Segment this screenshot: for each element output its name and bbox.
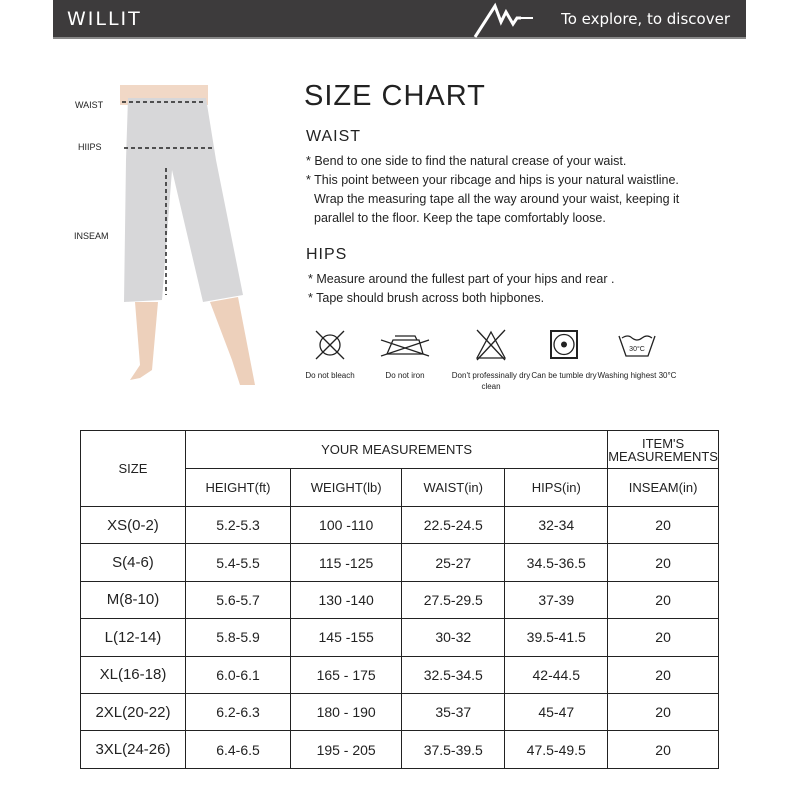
- size-cell: XL(16-18): [81, 656, 186, 693]
- your-measurements-header: YOUR MEASUREMENTS: [185, 431, 607, 469]
- tumble-dry-icon: [547, 328, 581, 362]
- column-header: WEIGHT(lb): [291, 469, 402, 507]
- table-cell: 20: [608, 731, 719, 768]
- text-line: * Bend to one side to find the natural crease of your waist.: [306, 154, 627, 168]
- table-cell: 32-34: [505, 507, 608, 544]
- table-cell: 22.5-24.5: [402, 507, 505, 544]
- brand-logo: WILLIT: [67, 8, 142, 30]
- waist-heading: WAIST: [306, 128, 362, 145]
- waist-instructions: [306, 152, 679, 228]
- text-line: * Measure around the fullest part of your hips and rear .: [308, 272, 615, 286]
- table-cell: 47.5-49.5: [505, 731, 608, 768]
- table-row: [81, 544, 719, 581]
- text-line: parallel to the floor. Keep the tape comfortably loose.: [314, 211, 606, 225]
- table-cell: 20: [608, 619, 719, 656]
- item-measurements-header: ITEM'S MEASUREMENTS: [608, 431, 719, 469]
- size-table: [80, 430, 719, 769]
- table-cell: 5.8-5.9: [185, 619, 290, 656]
- text-line: * This point between your ribcage and hips is your natural waistline.: [306, 173, 679, 187]
- size-cell: XS(0-2): [81, 507, 186, 544]
- table-cell: 180 - 190: [291, 693, 402, 730]
- table-cell: 27.5-29.5: [402, 581, 505, 618]
- wash-30-icon: [616, 328, 658, 362]
- hips-instructions: [308, 270, 614, 308]
- table-cell: 6.0-6.1: [185, 656, 290, 693]
- care-label: Washing highest 30°C: [597, 371, 677, 380]
- size-cell: L(12-14): [81, 619, 186, 656]
- table-cell: 35-37: [402, 693, 505, 730]
- table-cell: 6.2-6.3: [185, 693, 290, 730]
- table-cell: 5.4-5.5: [185, 544, 290, 581]
- table-cell: 20: [608, 693, 719, 730]
- size-cell: S(4-6): [81, 544, 186, 581]
- table-cell: 34.5-36.5: [505, 544, 608, 581]
- pants-model-figure: [60, 80, 290, 400]
- care-wash-30: [592, 328, 682, 381]
- wash-temp: 30°C: [629, 346, 645, 353]
- no-dry-clean-icon: [474, 328, 508, 362]
- no-bleach-icon: [313, 328, 347, 362]
- slogan: To explore, to discover: [561, 10, 730, 28]
- table-cell: 130 -140: [291, 581, 402, 618]
- care-no-iron: [360, 328, 450, 381]
- size-cell: 3XL(24-26): [81, 731, 186, 768]
- brand-header: [53, 0, 746, 39]
- table-cell: 195 - 205: [291, 731, 402, 768]
- table-cell: 37.5-39.5: [402, 731, 505, 768]
- table-row: [81, 581, 719, 618]
- table-cell: 115 -125: [291, 544, 402, 581]
- table-cell: 20: [608, 544, 719, 581]
- table-cell: 32.5-34.5: [402, 656, 505, 693]
- size-cell: 2XL(20-22): [81, 693, 186, 730]
- size-cell: M(8-10): [81, 581, 186, 618]
- table-cell: 42-44.5: [505, 656, 608, 693]
- table-cell: 30-32: [402, 619, 505, 656]
- mountain-icon: [473, 2, 535, 38]
- table-row: [81, 693, 719, 730]
- table-cell: 165 - 175: [291, 656, 402, 693]
- size-header: SIZE: [81, 431, 186, 507]
- table-cell: 20: [608, 507, 719, 544]
- inseam-label: INSEAM: [74, 231, 109, 241]
- table-row: [81, 507, 719, 544]
- hips-heading: HIPS: [306, 246, 348, 263]
- column-header: HEIGHT(ft): [185, 469, 290, 507]
- table-cell: 45-47: [505, 693, 608, 730]
- table-cell: 25-27: [402, 544, 505, 581]
- care-label: Do not iron: [385, 371, 425, 380]
- table-cell: 39.5-41.5: [505, 619, 608, 656]
- care-label: Do not bleach: [305, 371, 355, 380]
- table-cell: 100 -110: [291, 507, 402, 544]
- table-cell: 5.6-5.7: [185, 581, 290, 618]
- text-line: Wrap the measuring tape all the way around your waist, keeping it: [314, 192, 680, 206]
- column-header: HIPS(in): [505, 469, 608, 507]
- care-label: Don't professinally dry clean: [451, 371, 531, 391]
- table-cell: 145 -155: [291, 619, 402, 656]
- care-label: Can be tumble dry: [531, 371, 597, 380]
- table-row: [81, 656, 719, 693]
- column-header: WAIST(in): [402, 469, 505, 507]
- table-cell: 20: [608, 581, 719, 618]
- text-line: * Tape should brush across both hipbones.: [308, 291, 545, 305]
- table-row: [81, 619, 719, 656]
- waist-label: WAIST: [75, 100, 104, 110]
- page-title: SIZE CHART: [304, 80, 486, 112]
- no-iron-icon: [379, 328, 431, 362]
- column-header: INSEAM(in): [608, 469, 719, 507]
- table-cell: 6.4-6.5: [185, 731, 290, 768]
- hips-label: HIIPS: [78, 142, 102, 152]
- table-row: [81, 731, 719, 768]
- table-cell: 37-39: [505, 581, 608, 618]
- table-cell: 5.2-5.3: [185, 507, 290, 544]
- table-cell: 20: [608, 656, 719, 693]
